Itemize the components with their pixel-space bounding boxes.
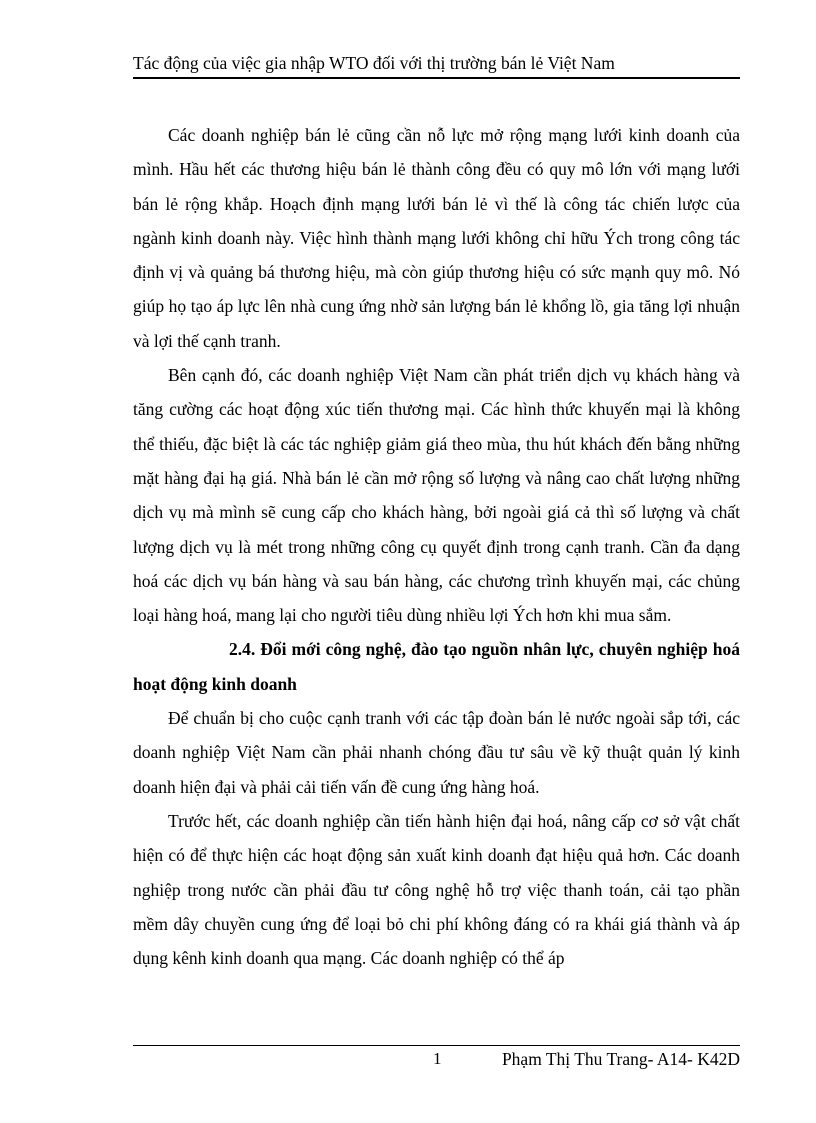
- paragraph: Bên cạnh đó, các doanh nghiệp Việt Nam cần phát triển dịch vụ khách hàng và tăng cường các hoạt động xúc tiến thương mại. Các hình thức khuyến mại là không thể thiếu, đặc biệt là các tác nghiệp giảm giá theo mùa, thu hút khách đến bằng những mặt hàng đại hạ giá. Nhà bán lẻ cần mở rộng số lượng và nâng cao chất lượng những dịch vụ mà mình sẽ cung cấp cho khách hàng, bởi ngoài giá cả thì số lượng và chất lượng dịch vụ là mét trong những công cụ quyết định trong cạnh tranh. Cần đa dạng hoá các dịch vụ bán hàng và sau bán hàng, các chương trình khuyến mại, các chủng loại hàng hoá, mang lại cho người tiêu dùng nhiều lợi Ých hơn khi mua sắm.: [133, 365, 740, 626]
- paragraph: Trước hết, các doanh nghiệp cần tiến hành hiện đại hoá, nâng cấp cơ sở vật chất hiện có để thực hiện các hoạt động sản xuất kinh doanh đạt hiệu quả hơn. Các doanh nghiệp trong nước cần phải đầu tư công nghệ hỗ trợ việc thanh toán, cải tạo phần mềm dây chuyền cung ứng để loại bỏ chi phí không đáng có ra khái giá thành và áp dụng kênh kinh doanh qua mạng. Các doanh nghiệp có thể áp: [133, 810, 740, 969]
- page-header: [133, 52, 740, 74]
- page-body: [133, 118, 740, 975]
- header-rule: [133, 77, 740, 79]
- section-heading: 2.4. Đổi mới công nghệ, đào tạo nguồn nhân lực, chuyên nghiệp hoá hoạt động kinh doanh: [133, 639, 740, 694]
- footer-rule: [133, 1045, 740, 1046]
- page-footer: [133, 1045, 740, 1075]
- footer-author: Phạm Thị Thu Trang- A14- K42D: [501, 1049, 740, 1069]
- paragraph: Để chuẩn bị cho cuộc cạnh tranh với các tập đoàn bán lẻ nước ngoài sắp tới, các doanh nghiệp Việt Nam cần phải nhanh chóng đầu tư sâu về kỹ thuật quản lý kinh doanh hiện đại và phải cải tiến vấn đề cung ứng hàng hoá.: [133, 708, 740, 797]
- page-number: 1: [433, 1049, 442, 1068]
- paragraph: Các doanh nghiệp bán lẻ cũng cần nỗ lực mở rộng mạng lưới kinh doanh của mình. Hầu hết các thương hiệu bán lẻ thành công đều có quy mô lớn với mạng lưới bán lẻ rộng khắp. Hoạch định mạng lưới bán lẻ vì thế là công tác chiến lược của ngành kinh doanh này. Việc hình thành mạng lưới không chỉ hữu Ých trong công tác định vị và quảng bá thương hiệu, mà còn giúp thương hiệu có sức mạnh quy mô. Nó giúp họ tạo áp lực lên nhà cung ứng nhờ sản lượng bán lẻ khổng lồ, gia tăng lợi nhuận và lợi thế cạnh tranh.: [133, 125, 740, 351]
- document-title: Tác động của việc gia nhập WTO đối với thị trường bán lẻ Việt Nam: [133, 53, 615, 73]
